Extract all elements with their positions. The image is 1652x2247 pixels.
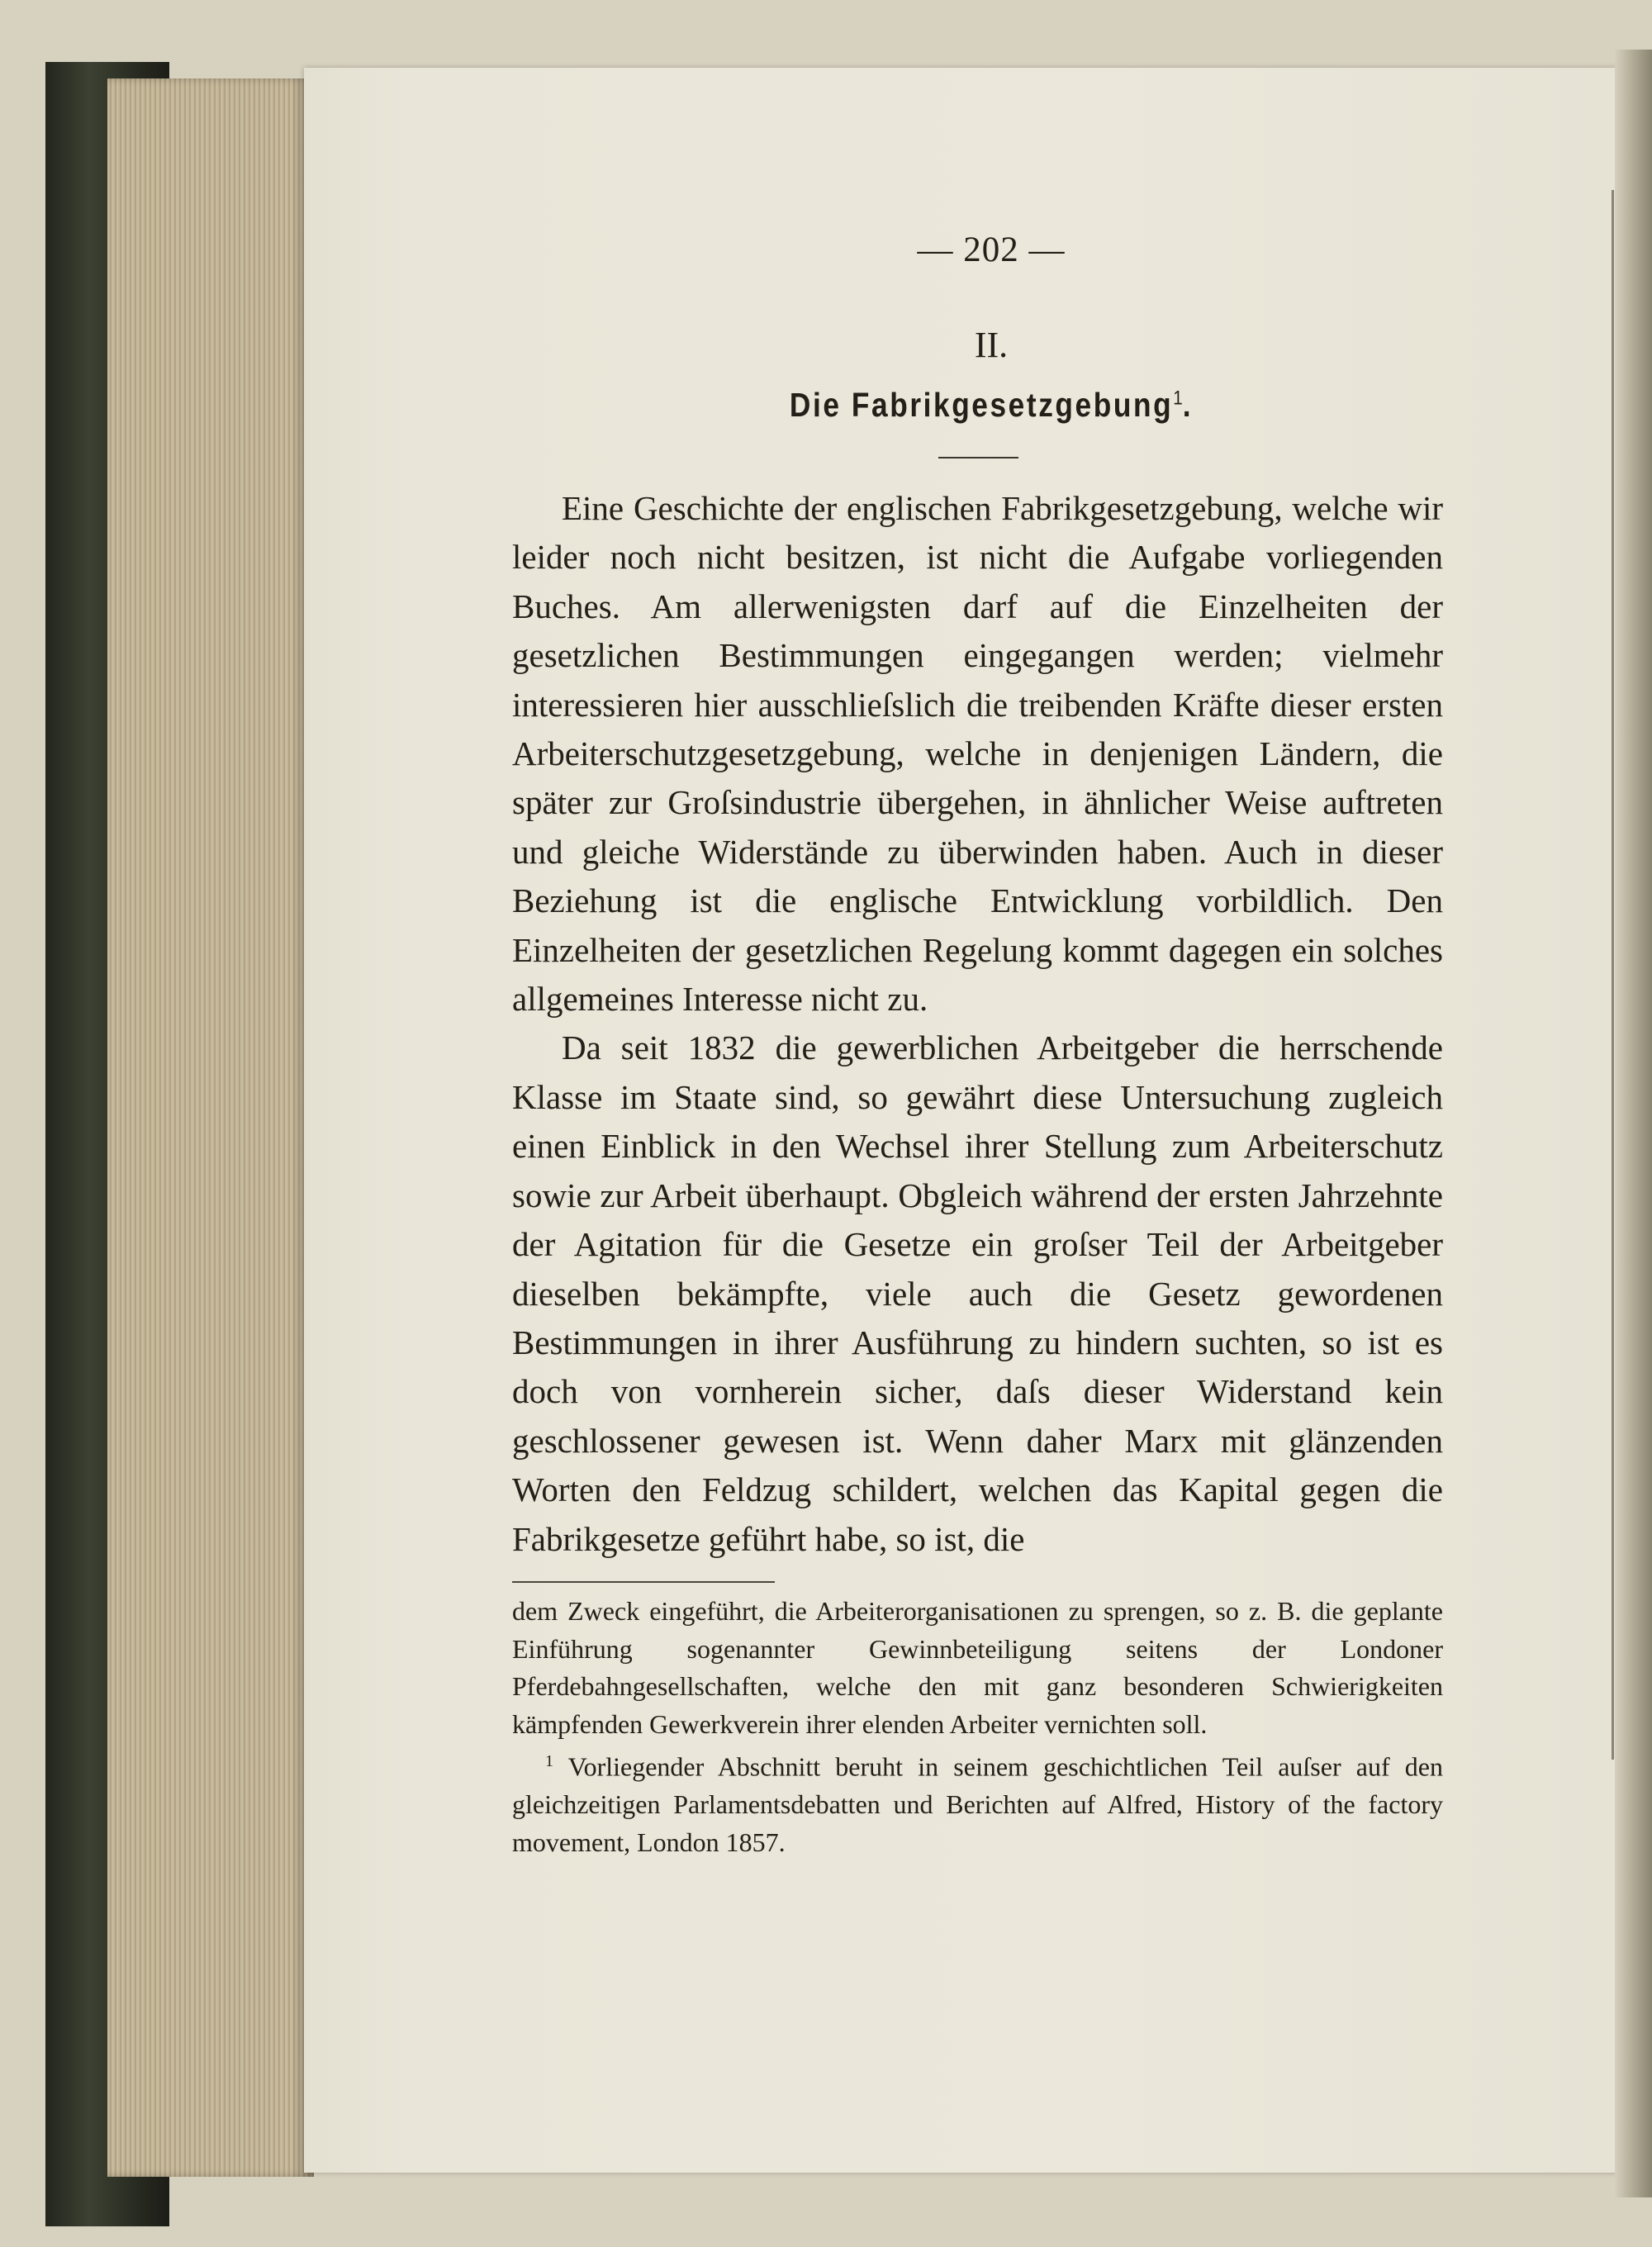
binding-gutter <box>1615 50 1652 2197</box>
heading-rule <box>938 457 1018 458</box>
gutter-line <box>1612 190 1614 1760</box>
footnote-1 <box>512 1743 1443 1861</box>
section-number: II. <box>974 325 1009 365</box>
paragraph-2: Da seit 1832 die gewerblichen Arbeitgeber die herrschende Klasse im Staate sind, so gewährt diese Untersuchung zugleich einen Einblick in den Wechsel ihrer Stellung zum Arbeiterschutz sowie zur Arbeit überhaupt. Obgleich während der ersten Jahrzehnte der Agitation für die Gesetze ein groſser Teil der Arbeitgeber dieselben bekämpfte, viele auch die Gesetz gewordenen Bestimmungen in ihrer Ausführung zu hindern suchten, so ist es doch von vornherein sicher, daſs dieser Widerstand kein geschlossener gewesen ist. Wenn daher Marx mit glänzenden Worten den Feldzug schildert, welchen das Kapital gegen die Fabrikgesetze geführt habe, so ist, die <box>512 1028 1443 1558</box>
page-number: — 202 — <box>917 230 1066 269</box>
footnote-1-mark: 1 <box>545 1752 553 1770</box>
paragraph-1: Eine Geschichte der englischen Fabrikgesetzgebung, welche wir leider noch nicht besitzen, ist nicht die Aufgabe vorliegenden Buches. Am allerwenigsten darf auf die Einzelheiten der gesetzlichen Bestimmungen eingegangen werden; vielmehr interessieren hier ausschlieſslich die treibenden Kräfte dieser ersten Arbeiterschutzgesetzgebung, welche in denjenigen Ländern, die später zur Groſsindustrie übergehen, in ähnlicher Weise auftreten und gleiche Widerstände zu überwinden haben. Auch in dieser Beziehung ist die englische Entwicklung vorbildlich. Den Einzelheiten der gesetzlichen Regelung kommt dagegen ein solches allgemeines Interesse nicht zu. <box>512 489 1443 1019</box>
chapter-heading: Die Fabrikgesetzgebung$^1$. <box>789 386 1194 424</box>
page-edges <box>107 78 314 2177</box>
heading-footnote-mark: 1 <box>1173 387 1183 410</box>
footnotes <box>512 1593 1443 1861</box>
footnote-1-text: Vorliegender Abschnitt beruht in seinem geschichtlichen Teil auſser auf den gleichzeitigen Parlamentsdebatten und Berichten auf Alfred, History of the factory movement, London 1857. <box>512 1751 1443 1857</box>
body-text <box>512 484 1443 1564</box>
chapter-heading-text: Die Fabrikgesetzgebung <box>789 386 1174 424</box>
footnote-rule <box>512 1581 775 1583</box>
footnote-continuation: dem Zweck eingeführt, die Arbeiterorganisationen zu sprengen, so z. B. die geplante Einführung sogenannter Gewinnbeteiligung seitens der Londoner Pferdebahngesellschaften, welche den mit ganz besonderen Schwierigkeiten kämpfenden Gewerkverein ihrer elenden Arbeiter vernichten soll. <box>512 1596 1443 1739</box>
